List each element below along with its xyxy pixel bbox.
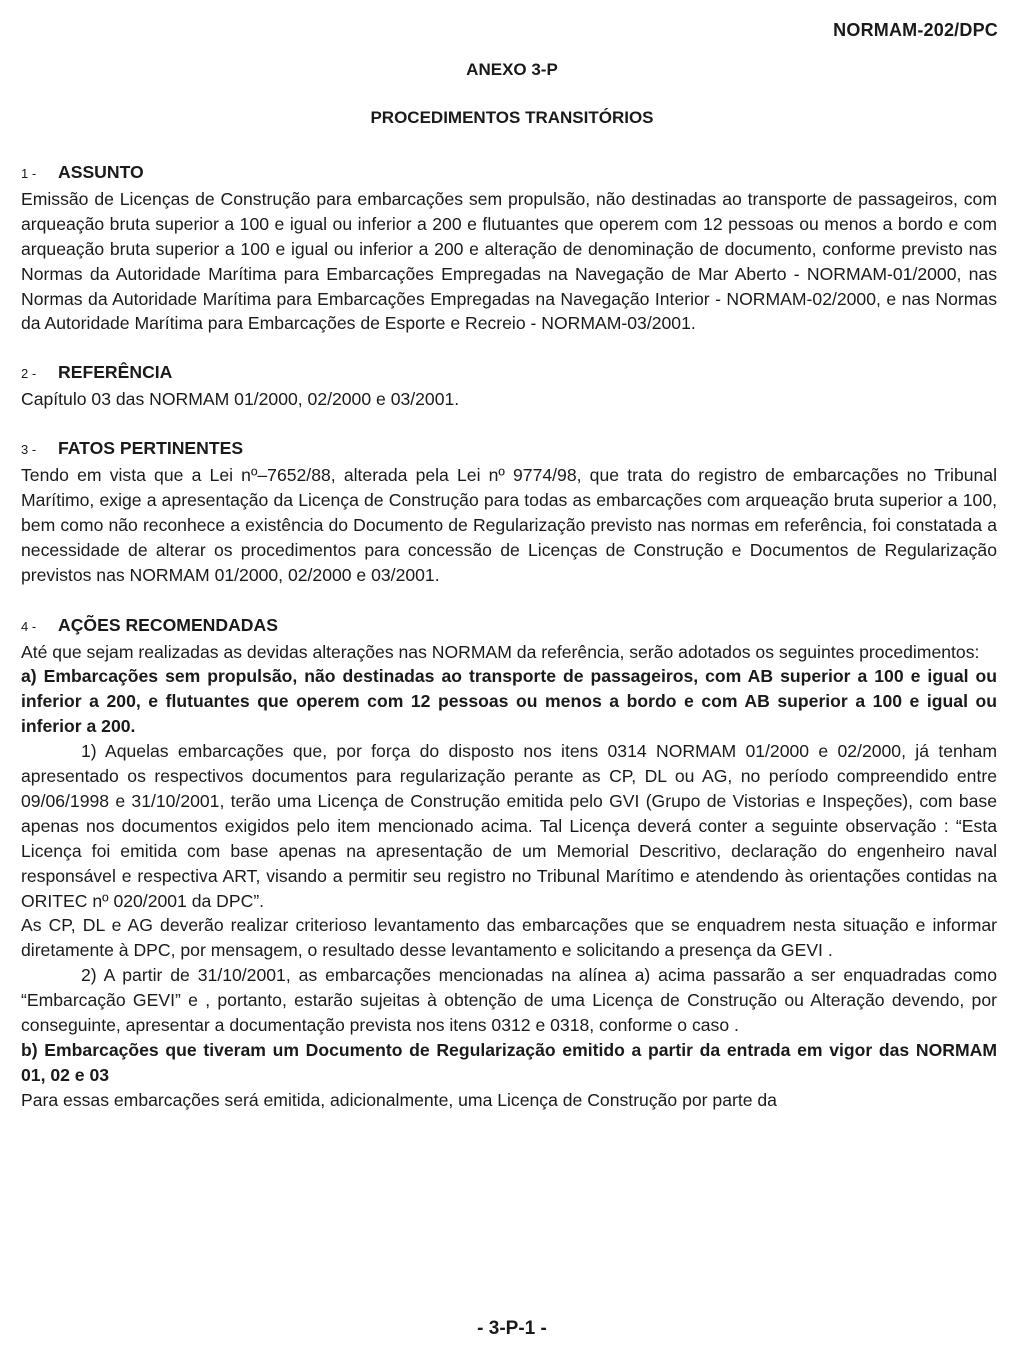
section-heading <box>21 613 997 640</box>
section-intro: Até que sejam realizadas as devidas alterações nas NORMAM da referência, serão adotados os seguintes procedimentos: <box>21 641 980 662</box>
section-paragraph: Capítulo 03 das NORMAM 01/2000, 02/2000 e 03/2001. <box>21 389 460 410</box>
section-assunto <box>21 160 997 336</box>
section-number: 2 - <box>21 366 37 382</box>
document-body <box>21 160 997 1113</box>
section-fatos-pertinentes <box>21 436 997 587</box>
section-number: 3 - <box>21 442 37 458</box>
section-heading <box>21 160 997 187</box>
document-title: PROCEDIMENTOS TRANSITÓRIOS <box>370 108 654 127</box>
item-a1-note: As CP, DL e AG deverão realizar criterioso levantamento das embarcações que se enquadrem nesta situação e informar diretamente à DPC, por mensagem, o resultado desse levantamento e solicitando a presença da GEVI . <box>21 915 997 961</box>
item-a2-paragraph: 2) A partir de 31/10/2001, as embarcações mencionadas na alínea a) acima passarão a ser enquadradas como “Embarcação GEVI” e , portanto, estarão sujeitas à obtenção de uma Licença de Construção ou Alteração devendo, por conseguinte, apresentar a documentação prevista nos itens 0312 e 0318, conforme o caso . <box>21 965 997 1036</box>
section-heading <box>21 436 997 463</box>
section-referencia <box>21 360 997 412</box>
section-title: FATOS PERTINENTES <box>58 438 244 459</box>
section-title: REFERÊNCIA <box>58 362 173 383</box>
section-heading <box>21 360 997 387</box>
section-paragraph: Emissão de Licenças de Construção para embarcações sem propulsão, não destinadas ao transporte de passageiros, com arqueação bruta superior a 100 e igual ou inferior a 200 e flutuantes que operem com 12 pessoas ou menos a bordo e com arqueação bruta superior a 100 e igual ou inferior a 200 e alteração de denominação de documento, conforme previsto nas Normas da Autoridade Marítima para Embarcações Empregadas na Navegação de Mar Aberto - NORMAM-01/2000, nas Normas da Autoridade Marítima para Embarcações Empregadas na Navegação Interior - NORMAM-02/2000, e nas Normas da Autoridade Marítima para Embarcações de Esporte e Recreio - NORMAM-03/2001. <box>21 188 997 334</box>
section-number: 1 - <box>21 166 37 181</box>
section-title: ASSUNTO <box>58 162 144 182</box>
section-number: 4 - <box>21 618 37 634</box>
section-title: AÇÕES RECOMENDADAS <box>58 614 278 635</box>
section-paragraph: Tendo em vista que a Lei nº–7652/88, alterada pela Lei nº 9774/98, que trata do registro de embarcações no Tribunal Marítimo, exige a apresentação da Licença de Construção para todas as embarcações com arqueação bruta superior a 100, bem como não reconhece a existência do Documento de Regularização previsto nas normas em referência, foi constatada a necessidade de alterar os procedimentos para concessão de Licenças de Construção e Documentos de Regularização previstos nas NORMAM 01/2000, 02/2000 e 03/2001. <box>21 465 997 585</box>
subsection-b-paragraph: Para essas embarcações será emitida, adicionalmente, uma Licença de Construção por parte da <box>21 1089 777 1110</box>
document-code: NORMAM-202/DPC <box>833 20 998 40</box>
subsection-b-title: b) Embarcações que tiveram um Documento de Regularização emitido a partir da entrada em vigor das NORMAM 01, 02 e 03 <box>21 1040 997 1085</box>
item-a1-paragraph: 1) Aquelas embarcações que, por força do disposto nos itens 0314 NORMAM 01/2000 e 02/2000, já tenham apresentado os respectivos documentos para regularização perante as CP, DL ou AG, no período compreendido entre 09/06/1998 e 31/10/2001, terão uma Licença de Construção emitida pelo GVI (Grupo de Vistorias e Inspeções), com base apenas nos documentos exigidos pelo item mencionado acima. Tal Licença deverá conter a seguinte observação : “Esta Licença foi emitida com base apenas na apresentação de um Memorial Descritivo, declaração do engenheiro naval responsável e respectiva ART, visando a permitir seu registro no Tribunal Marítimo e atendendo às orientações contidas na ORITEC nº 020/2001 da DPC”. <box>21 741 997 911</box>
page-number: - 3-P-1 - <box>477 1318 547 1339</box>
section-acoes-recomendadas <box>21 613 997 1113</box>
subsection-a-title: a) Embarcações sem propulsão, não destinadas ao transporte de passageiros, com AB superior a 100 e igual ou inferior a 200, e flutuantes que operem com 12 pessoas ou menos a bordo e com AB superior a 100 e igual ou inferior a 200. <box>21 666 997 737</box>
annex-title: ANEXO 3-P <box>466 60 558 79</box>
